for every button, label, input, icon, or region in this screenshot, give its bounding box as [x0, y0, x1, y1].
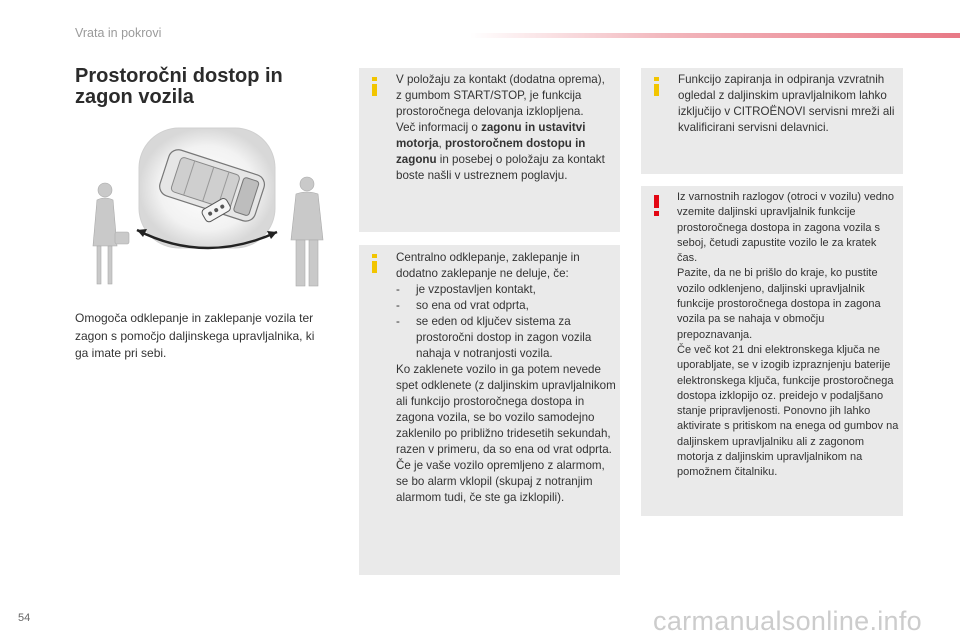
hands-free-illustration [75, 120, 345, 290]
section-header: Vrata in pokrovi [75, 26, 162, 40]
man-figure [291, 177, 323, 286]
woman-figure [93, 183, 129, 284]
info-paragraph: V položaju za kontakt (dodatna oprema), z gumbom START/STOP, je funkcija prostoročnega delovanja izklopljena. [396, 73, 605, 118]
info-paragraph: Če je vaše vozilo opremljeno z alarmom, se bo alarm vklopil (skupaj z notranjim alarmom tudi, če ste ga izklopili). [396, 459, 605, 504]
page-title [75, 66, 345, 108]
info-paragraph: Več informacij o zagonu in ustavitvi motorja, prostoročnem dostopu in zagonu in posebej o položaju za kontakt boste našli v ustreznem poglavju. [396, 121, 605, 182]
list-item: - so ena od vrat odprta, [396, 299, 529, 312]
warning-text [677, 190, 899, 481]
info-icon [372, 77, 377, 81]
warning-box [641, 186, 903, 516]
info-box-ignition-text [396, 72, 612, 184]
header-accent-bar [470, 33, 960, 38]
info-paragraph: Centralno odklepanje, zaklepanje in dodatno zaklepanje ne deluje, če: [396, 251, 580, 280]
warning-paragraph: Iz varnostnih razlogov (otroci v vozilu) vedno vzemite daljinski upravljalnik funkcije prostoročnega dostopa in zagona vozila s seboj, četudi zapustite vozilo le za kratek čas. [677, 191, 895, 265]
info-paragraph: Ko zaklenete vozilo in ga potem nevede spet odklenete (z daljinskim upravljalnikom ali funkcijo prostoročnega dostopa in zagona vozila, se bo vozilo samodejno zaklenilo po približno tridesetih sekundah, razen v primeru, da so ena od vrat odprta. [396, 363, 616, 456]
info-box-ignition [359, 68, 620, 232]
list-item: - je vzpostavljen kontakt, [396, 283, 536, 296]
info-box-mirrors [641, 68, 903, 174]
warning-paragraph: Če več kot 21 dni elektronskega ključa ne uporabljate, se v izogib izpraznjenju baterije elektronskega ključa, funkcije prostoročnega dostopa izklopijo oz. preidejo v podaljšano stanje pripravljenosti. Ponovno jih lahko aktivirate s pritiskom na enega od gumbov na daljinskem upravljalniku ali z zagonom motorja z daljinskim upravljalnikom na pomožnem čitalniku. [677, 343, 899, 479]
page-title-line-2: zagon vozila [75, 86, 194, 108]
intro-paragraph: Omogoča odklepanje in zaklepanje vozila ter zagon s pomočjo daljinskega upravljalnika, ki ga imate pri sebi. [75, 311, 315, 360]
page-number: 54 [18, 612, 31, 624]
warning-paragraph: Pazite, da ne bi prišlo do kraje, ko pustite vozilo odklenjeno, daljinski upravljalnik funkcije prostoročnega dostopa in zagona vozila pa se nahaja v območju prepoznavanja. [677, 267, 881, 341]
page-title-line-1: Prostoročni dostop in [75, 65, 283, 87]
info-icon [654, 77, 659, 81]
warning-icon [654, 195, 659, 208]
info-box-central-locking-text [396, 250, 618, 506]
info-icon [372, 254, 377, 258]
info-box-mirrors-text: Funkcijo zapiranja in odpiranja vzvratnih ogledal z daljinskim upravljalnikom lahko izključijo v CITROËNOVI servisni mreži ali kvalificirani servisni delavnici. [678, 73, 895, 134]
info-box-central-locking [359, 245, 620, 575]
list-item: - se eden od ključev sistema za prostoročni dostop in zagon vozila nahaja v notranjosti vozila. [396, 315, 592, 360]
watermark: carmanualsonline.info [653, 606, 922, 636]
